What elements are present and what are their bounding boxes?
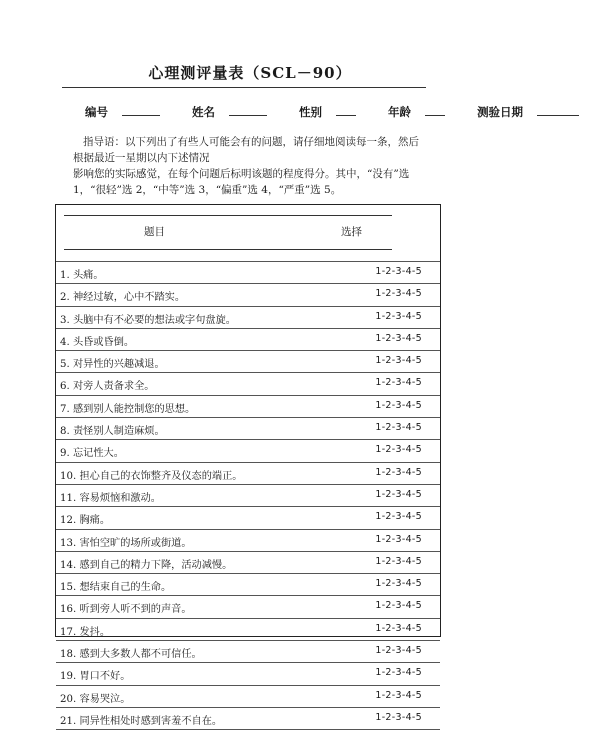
question-text: 6. 对旁人责备求全。 [60, 381, 155, 393]
instructions [73, 134, 433, 198]
choice-scale[interactable]: 1-2-3-4-5 [375, 667, 422, 679]
table-header-rule [64, 249, 392, 250]
info-row [85, 104, 524, 120]
question-text: 21. 同异性相处时感到害羞不自在。 [60, 715, 223, 727]
table-row [56, 640, 440, 662]
question-text: 5. 对异性的兴趣减退。 [60, 359, 165, 371]
table-top-rule [64, 215, 392, 216]
choice-scale[interactable]: 1-2-3-4-5 [375, 310, 422, 322]
table-row [56, 417, 440, 439]
table-row [56, 283, 440, 305]
table-row [56, 551, 440, 573]
table-row [56, 685, 440, 707]
choice-scale[interactable]: 1-2-3-4-5 [375, 689, 422, 701]
title-divider [62, 87, 426, 88]
question-text: 9. 忘记性大。 [60, 448, 124, 460]
instruction-line-4: 1，“很轻”选 2，“中等”选 3，“偏重”选 4，“严重”选 5。 [73, 184, 342, 196]
name-blank[interactable] [229, 105, 267, 116]
question-text: 12. 胸痛。 [60, 515, 111, 527]
question-text: 20. 容易哭泣。 [60, 693, 131, 705]
question-text: 14. 感到自己的精力下降，活动减慢。 [60, 559, 233, 571]
table-body [56, 261, 440, 730]
table-row [56, 462, 440, 484]
age-label: 年龄 [388, 105, 412, 119]
question-text: 10. 担心自己的衣饰整齐及仪态的端正。 [60, 470, 243, 482]
instruction-line-3: 影响您的实际感觉，在每个问题后标明该题的程度得分。其中，“没有”选 [73, 168, 410, 180]
table-row [56, 506, 440, 528]
date-blank[interactable] [537, 105, 579, 116]
choice-scale[interactable]: 1-2-3-4-5 [375, 511, 422, 523]
name-field[interactable] [192, 105, 281, 119]
question-text: 18. 感到大多数人都不可信任。 [60, 649, 202, 661]
name-label: 姓名 [192, 105, 216, 119]
choice-scale[interactable]: 1-2-3-4-5 [375, 377, 422, 389]
question-text: 1. 头痛。 [60, 270, 104, 281]
table-row [56, 618, 440, 640]
table-row [56, 328, 440, 350]
choice-scale[interactable]: 1-2-3-4-5 [375, 645, 422, 657]
question-text: 17. 发抖。 [60, 626, 111, 638]
instruction-line-2: 根据最近一星期以内下述情况 [73, 152, 210, 164]
question-text: 7. 感到别人能控制您的思想。 [60, 403, 196, 415]
table-row [56, 484, 440, 506]
number-label: 编号 [85, 105, 108, 119]
table-row [56, 662, 440, 684]
choice-scale[interactable]: 1-2-3-4-5 [375, 600, 422, 612]
page-title: 心理测评量表（SCL－90） [148, 64, 352, 82]
table-row [56, 573, 440, 595]
number-blank[interactable] [122, 105, 160, 116]
table-row [56, 595, 440, 617]
choice-scale[interactable]: 1-2-3-4-5 [375, 488, 422, 500]
choice-scale[interactable]: 1-2-3-4-5 [375, 578, 422, 590]
choice-scale[interactable]: 1-2-3-4-5 [375, 266, 422, 277]
table-row [56, 261, 440, 283]
question-text: 3. 头脑中有不必要的想法或字句盘旋。 [60, 314, 236, 326]
choice-scale[interactable]: 1-2-3-4-5 [375, 466, 422, 478]
choice-scale[interactable]: 1-2-3-4-5 [375, 399, 422, 411]
question-text: 8. 责怪别人制造麻烦。 [60, 426, 165, 438]
choice-scale[interactable]: 1-2-3-4-5 [375, 422, 422, 434]
date-label: 测验日期 [477, 105, 524, 119]
questionnaire-table [55, 204, 441, 727]
header-choice: 选择 [341, 226, 362, 238]
table-header [56, 221, 440, 241]
choice-scale[interactable]: 1-2-3-4-5 [375, 288, 422, 300]
table-row [56, 439, 440, 461]
instruction-line-1: 指导语：以下列出了有些人可能会有的问题，请仔细地阅读每一条，然后 [83, 136, 419, 148]
choice-scale[interactable]: 1-2-3-4-5 [375, 533, 422, 545]
gender-field[interactable] [299, 105, 370, 119]
gender-blank[interactable] [336, 105, 356, 116]
choice-scale[interactable]: 1-2-3-4-5 [375, 355, 422, 367]
age-blank[interactable] [425, 105, 445, 116]
table-row [56, 395, 440, 417]
table-row [56, 372, 440, 394]
question-text: 4. 头昏或昏倒。 [60, 336, 135, 348]
question-text: 15. 想结束自己的生命。 [60, 582, 172, 594]
question-text: 16. 听到旁人听不到的声音。 [60, 604, 192, 616]
date-field[interactable] [477, 105, 593, 119]
age-field[interactable] [388, 105, 459, 119]
choice-scale[interactable]: 1-2-3-4-5 [375, 444, 422, 456]
table-row [56, 707, 440, 730]
question-text: 11. 容易烦恼和激动。 [60, 492, 161, 504]
question-text: 13. 害怕空旷的场所或街道。 [60, 537, 192, 549]
header-question: 题目 [144, 226, 165, 238]
gender-label: 性别 [299, 105, 323, 119]
choice-scale[interactable]: 1-2-3-4-5 [375, 555, 422, 567]
table-row [56, 306, 440, 328]
choice-scale[interactable]: 1-2-3-4-5 [375, 711, 422, 723]
table-row [56, 529, 440, 551]
choice-scale[interactable]: 1-2-3-4-5 [375, 332, 422, 344]
table-row [56, 350, 440, 372]
question-text: 19. 胃口不好。 [60, 671, 131, 683]
number-field[interactable] [85, 105, 174, 119]
choice-scale[interactable]: 1-2-3-4-5 [375, 622, 422, 634]
question-text: 2. 神经过敏，心中不踏实。 [60, 292, 186, 304]
